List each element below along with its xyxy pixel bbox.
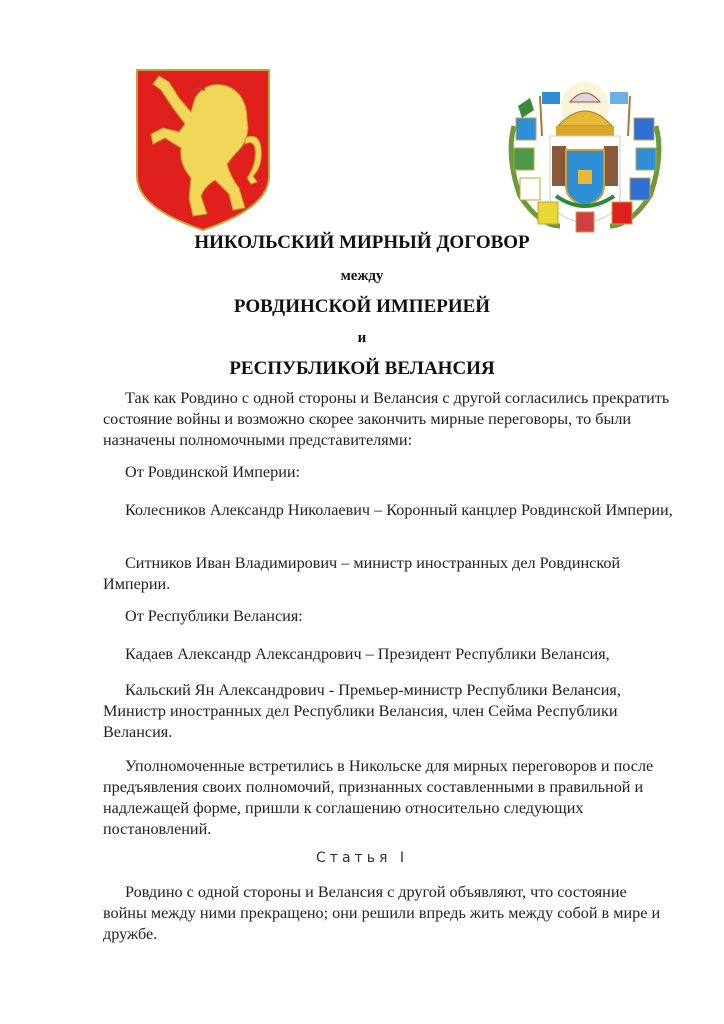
delegate-entry xyxy=(103,500,673,521)
delegate-entry xyxy=(103,644,673,665)
delegate-entry xyxy=(103,553,673,595)
paragraph: От Республики Велансия: xyxy=(125,607,303,625)
paragraph: Ровдино с одной стороны и Велансия с другой объявляют, что состояние войны между ними прекращено; они решили впредь жить между собой в мире и дружбе. xyxy=(103,883,661,943)
title-party-two: РЕСПУБЛИКОЙ ВЕЛАНСИЯ xyxy=(229,358,495,379)
paragraph: Кадаев Александр Александрович – Президент Республики Велансия, xyxy=(125,645,610,663)
meeting-paragraph xyxy=(103,756,673,840)
article-heading: Статья I xyxy=(316,850,408,866)
delegate-entry xyxy=(103,680,673,743)
lion-coat-of-arms-icon xyxy=(135,68,271,232)
preamble-paragraph xyxy=(103,388,673,451)
rovdino-delegation-heading xyxy=(103,462,673,483)
title-and: и xyxy=(357,330,367,346)
title-party-one: РОВДИНСКОЙ ИМПЕРИЕЙ xyxy=(233,296,491,317)
treaty-title: НИКОЛЬСКИЙ МИРНЫЙ ДОГОВОР xyxy=(194,232,530,253)
paragraph: От Ровдинской Империи: xyxy=(125,463,301,481)
paragraph: Ситников Иван Владимирович – министр иностранных дел Ровдинской Империи. xyxy=(103,554,621,593)
paragraph: Уполномоченные встретились в Никольске для мирных переговоров и после предъявления своих полномочий, признанных составленными в правильной и надлежащей форме, пришли к соглашению относительно следующих постановлений. xyxy=(103,757,654,838)
velansia-coat-of-arms-icon xyxy=(500,66,670,236)
paragraph: Колесников Александр Николаевич – Коронный канцлер Ровдинской Империи, xyxy=(125,501,673,519)
paragraph: Кальский Ян Александрович - Премьер-министр Республики Велансия, Министр иностранных дел Республики Велансия, член Сейма Республики Велансия. xyxy=(103,681,621,741)
paragraph: Так как Ровдино с одной стороны и Велансия с другой согласились прекратить состояние войны и возможно скорее закончить мирные переговоры, то были назначены полномочными представителями: xyxy=(103,389,670,449)
velansia-delegation-heading xyxy=(103,606,673,627)
title-between: между xyxy=(340,268,384,284)
article-paragraph xyxy=(103,882,673,945)
